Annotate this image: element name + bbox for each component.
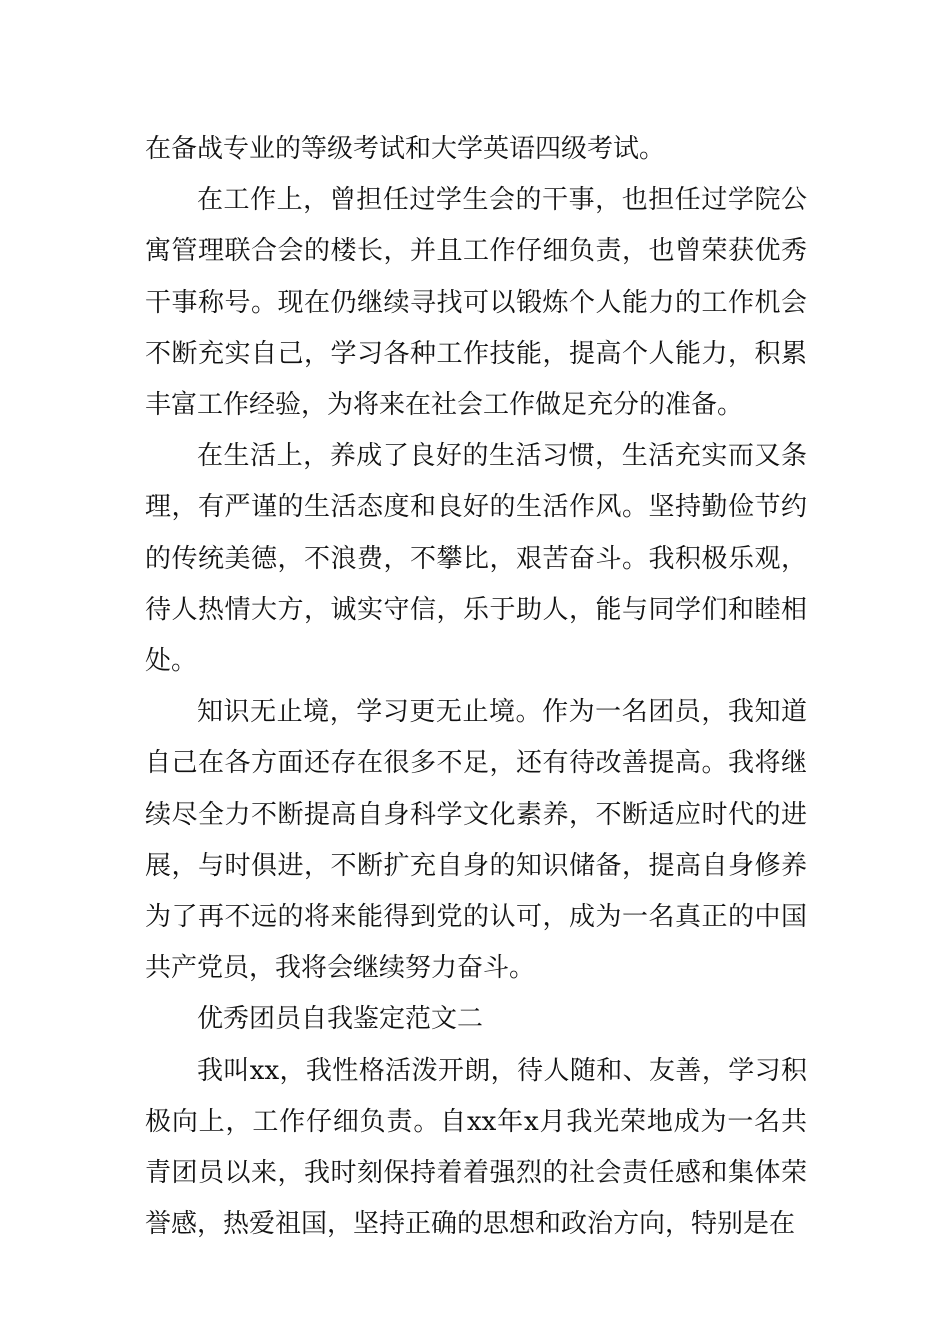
section-heading: 优秀团员自我鉴定范文二 bbox=[197, 1004, 484, 1035]
paragraph-knowledge: 知识无止境，学习更无止境。作为一名团员，我知道自己在各方面还存在很多不足，还有待改善提高。我将继续尽全力不断提高自身科学文化素养，不断适应时代的进展，与时俱进，不断扩充自身的知识储备，提高自身修养为了再不远的将来能得到党的认可，成为一名真正的中国共产党员，我将会继续努力奋斗。 bbox=[145, 697, 807, 984]
paragraph-work: 在工作上，曾担任过学生会的干事，也担任过学院公寓管理联合会的楼长，并且工作仔细负责，也曾荣获优秀干事称号。现在仍继续寻找可以锻炼个人能力的工作机会不断充实自己，学习各种工作技能，提高个人能力，积累丰富工作经验，为将来在社会工作做足充分的准备。 bbox=[145, 185, 807, 421]
document-body bbox=[145, 124, 807, 1250]
paragraph-life: 在生活上，养成了良好的生活习惯，生活充实而又条理，有严谨的生活态度和良好的生活作风。坚持勤俭节约的传统美德，不浪费，不攀比，艰苦奋斗。我积极乐观，待人热情大方，诚实守信，乐于助人，能与同学们和睦相处。 bbox=[145, 441, 807, 677]
paragraph-continuation: 在备战专业的等级考试和大学英语四级考试。 bbox=[145, 134, 666, 164]
paragraph-introduction: 我叫xx，我性格活泼开朗，待人随和、友善，学习积极向上，工作仔细负责。自xx年x月我光荣地成为一名共青团员以来，我时刻保持着着强烈的社会责任感和集体荣誉感，热爱祖国，坚持正确的思想和政治方向，特别是在 bbox=[145, 1055, 807, 1240]
